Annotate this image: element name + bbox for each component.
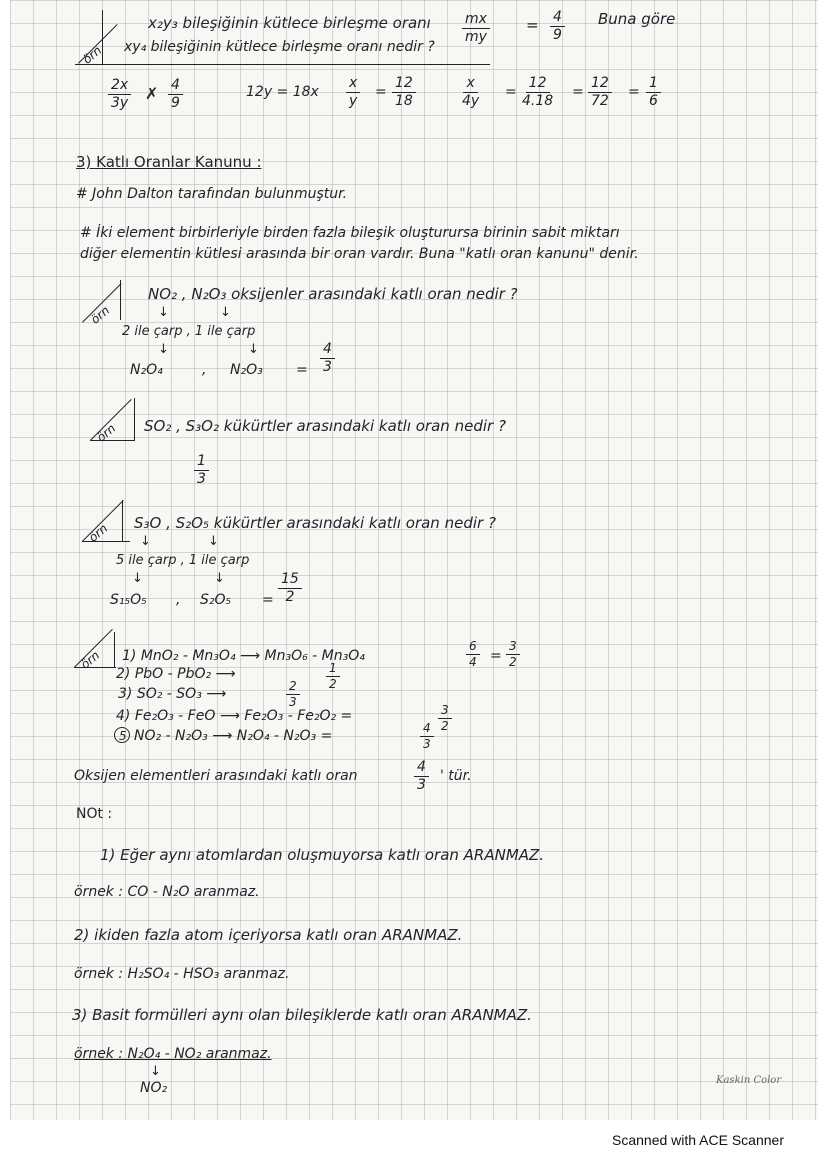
s1-den2: 9 [171, 94, 180, 111]
l1-fa-den: 4 [469, 654, 477, 669]
q1-step3-b [392, 76, 416, 108]
s3-num2: 12 [392, 76, 416, 93]
ex3-comma: , [176, 592, 181, 608]
example-rule-q1 [75, 64, 490, 65]
l5-f-num: 4 [420, 722, 434, 737]
q1-step6 [588, 76, 612, 108]
ornek-label: örn [86, 521, 111, 545]
q1-step3-a [346, 76, 360, 108]
arrow-down-icon: ↓ [150, 1064, 161, 1079]
ex1-result-a: N₂O₄ [130, 362, 163, 378]
l3-f-num: 2 [286, 680, 300, 695]
ex2-ans-den: 3 [197, 470, 206, 487]
l2-f-den: 2 [329, 676, 337, 691]
note-3-sub: NO₂ [140, 1080, 168, 1096]
note-3: 3) Basit formülleri aynı olan bileşiklerde katlı oran ARANMAZ. [72, 1006, 532, 1024]
ex1-result-b: N₂O₃ [230, 362, 263, 378]
summary-num: 4 [414, 760, 429, 777]
arrow-down-icon: ↓ [208, 534, 219, 549]
arrow-down-icon: ↓ [132, 571, 143, 586]
s4-den: 4y [462, 92, 480, 109]
ex2-answer [194, 454, 209, 486]
s6-den: 72 [591, 92, 609, 109]
q1-mx: mx [462, 12, 490, 29]
q1-ratio-num: 4 [550, 10, 565, 27]
example-rule-ex4 [74, 667, 116, 668]
q1-my: my [465, 28, 487, 45]
definition-line1: # İki element birbirleriyle birden fazla bileşik oluşturursa birinin sabit miktarı [80, 225, 620, 241]
ex4-summary-b: ' tür. [440, 768, 472, 784]
ex3-result-b: S₂O₅ [200, 592, 232, 608]
ex1-comma: , [202, 362, 207, 378]
eq-2: = [505, 84, 517, 100]
s1-num2: 4 [168, 78, 183, 95]
ex4-line3: 3) SO₂ - SO₃ ⟶ [118, 686, 227, 702]
notes-title: NOt : [76, 806, 113, 822]
ex1-ans-den: 3 [323, 358, 332, 375]
l4-f-den: 2 [441, 718, 449, 733]
s7-den: 6 [649, 92, 658, 109]
l1-fa-num: 6 [466, 640, 480, 655]
example-rule-ex3 [82, 541, 130, 542]
ex4-l4-frac [438, 704, 452, 732]
ex4-line5-number: 5 [119, 729, 127, 743]
section3-title: 3) Katlı Oranlar Kanunu : [76, 153, 262, 171]
note-2-example: örnek : H₂SO₄ - HSO₃ aranmaz. [74, 966, 290, 982]
ex1-answer [320, 342, 335, 374]
margin-line-ex4 [114, 632, 115, 668]
l1-fb-num: 3 [506, 640, 520, 655]
ex4-summary-a: Oksijen elementleri arasındaki katlı oran [74, 768, 358, 784]
ex3-result-a: S₁₅O₅ [110, 592, 147, 608]
l2-f-num: 1 [326, 662, 340, 677]
arrow-down-icon: ↓ [140, 534, 151, 549]
ex4-summary-frac [414, 760, 429, 792]
ex4-line1: 1) MnO₂ - Mn₃O₄ ⟶ Mn₃O₆ - Mn₃O₄ [122, 648, 365, 664]
note-1: 1) Eğer aynı atomlardan oluşmuyorsa katlı oran ARANMAZ. [100, 846, 545, 864]
ex4-l1-frac-a [466, 640, 480, 668]
scanner-footer: Scanned with ACE Scanner [612, 1132, 784, 1148]
ex4-l1-frac-b [506, 640, 520, 668]
ex4-l3-frac [286, 680, 300, 708]
s3-den2: 18 [395, 92, 413, 109]
arrow-down-icon: ↓ [248, 342, 259, 357]
s4-num: x [463, 76, 477, 93]
ex1-question: NO₂ , N₂O₃ oksijenler arasındaki katlı oran nedir ? [148, 285, 518, 303]
q1-step2: 12y = 18x [246, 84, 319, 100]
s3-den: y [349, 92, 358, 109]
s5-num: 12 [526, 76, 550, 93]
ornek-label: örn [88, 303, 113, 327]
q1-line2: xy₄ bileşiğinin kütlece birleşme oranı nedir ? [124, 39, 435, 55]
notebook-page [10, 0, 818, 1120]
q1-ratio-den: 9 [553, 26, 562, 43]
q1-line1: x₂y₃ bileşiğinin kütlece birleşme oranı [148, 14, 431, 32]
ex1-multiply: 2 ile çarp , 1 ile çarp [122, 324, 256, 339]
ex4-l5-frac [420, 722, 434, 750]
q1-mass-fraction [462, 12, 490, 44]
q1-step5 [522, 76, 553, 108]
ex2-question: SO₂ , S₃O₂ kükürtler arasındaki katlı oran nedir ? [144, 417, 506, 435]
arrow-down-icon: ↓ [214, 571, 225, 586]
l1-fb-den: 2 [509, 654, 517, 669]
ex3-answer [278, 572, 302, 604]
s1-num: 2x [108, 78, 131, 95]
note-2: 2) ikiden fazla atom içeriyorsa katlı oran ARANMAZ. [74, 926, 463, 944]
ex4-l2-frac [326, 662, 340, 690]
definition-line2: diğer elementin kütlesi arasında bir oran vardır. Buna "katlı oran kanunu" denir. [80, 246, 639, 262]
ex3-ans-num: 15 [278, 572, 302, 589]
note-1-example: örnek : CO - N₂O aranmaz. [74, 884, 260, 900]
ornek-label: örn [78, 648, 103, 672]
arrow-down-icon: ↓ [220, 305, 231, 320]
eq-3: = [572, 84, 584, 100]
arrow-down-icon: ↓ [158, 342, 169, 357]
ex1-ans-num: 4 [320, 342, 335, 359]
example-rule-ex2 [90, 440, 135, 441]
arrow-down-icon: ↓ [158, 305, 169, 320]
q1-step1-b [168, 78, 183, 110]
eq-4: = [628, 84, 640, 100]
ex3-ans-den: 2 [285, 588, 295, 605]
ex3-eq: = [262, 592, 274, 608]
notebook-brand-logo: Kaskin Color [716, 1075, 782, 1086]
s1-den: 3y [111, 94, 129, 111]
ex2-ans-num: 1 [194, 454, 209, 471]
ex3-question: S₃O , S₂O₅ kükürtler arasındaki katlı oran nedir ? [134, 514, 496, 532]
s3-num: x [346, 76, 360, 93]
eq-1: = [375, 84, 387, 100]
buna-gore: Buna göre [598, 10, 676, 28]
ornek-label: örn [94, 421, 119, 445]
q1-step4 [462, 76, 479, 108]
dalton-line: # John Dalton tarafından bulunmuştur. [76, 186, 348, 202]
margin-line-ex1 [120, 280, 121, 320]
ex3-multiply: 5 ile çarp , 1 ile çarp [116, 553, 250, 568]
s6-num: 12 [588, 76, 612, 93]
q1-step1-a [108, 78, 131, 110]
ex1-eq: = [296, 362, 308, 378]
s7-num: 1 [646, 76, 661, 93]
q1-given-ratio [550, 10, 565, 42]
l3-f-den: 3 [289, 694, 297, 709]
ex4-line4: 4) Fe₂O₃ - FeO ⟶ Fe₂O₃ - Fe₂O₂ = [116, 708, 353, 724]
ex4-l1-eq: = [490, 648, 502, 664]
ex4-line2: 2) PbO - PbO₂ ⟶ [116, 666, 236, 682]
l5-f-den: 3 [423, 736, 431, 751]
cross-multiply-mark: ✗ [145, 84, 159, 103]
q1-equals: = [526, 16, 539, 34]
q1-step7 [646, 76, 661, 108]
l4-f-num: 3 [438, 704, 452, 719]
margin-line-ex3 [122, 500, 123, 542]
s5-den: 4.18 [522, 92, 554, 109]
ornek-label: örn [80, 43, 105, 67]
summary-den: 3 [417, 776, 426, 793]
margin-line-ex2 [134, 398, 135, 440]
note-3-example: örnek : N₂O₄ - NO₂ aranmaz. [74, 1046, 272, 1062]
ex4-line5: NO₂ - N₂O₃ ⟶ N₂O₄ - N₂O₃ = [134, 728, 333, 744]
